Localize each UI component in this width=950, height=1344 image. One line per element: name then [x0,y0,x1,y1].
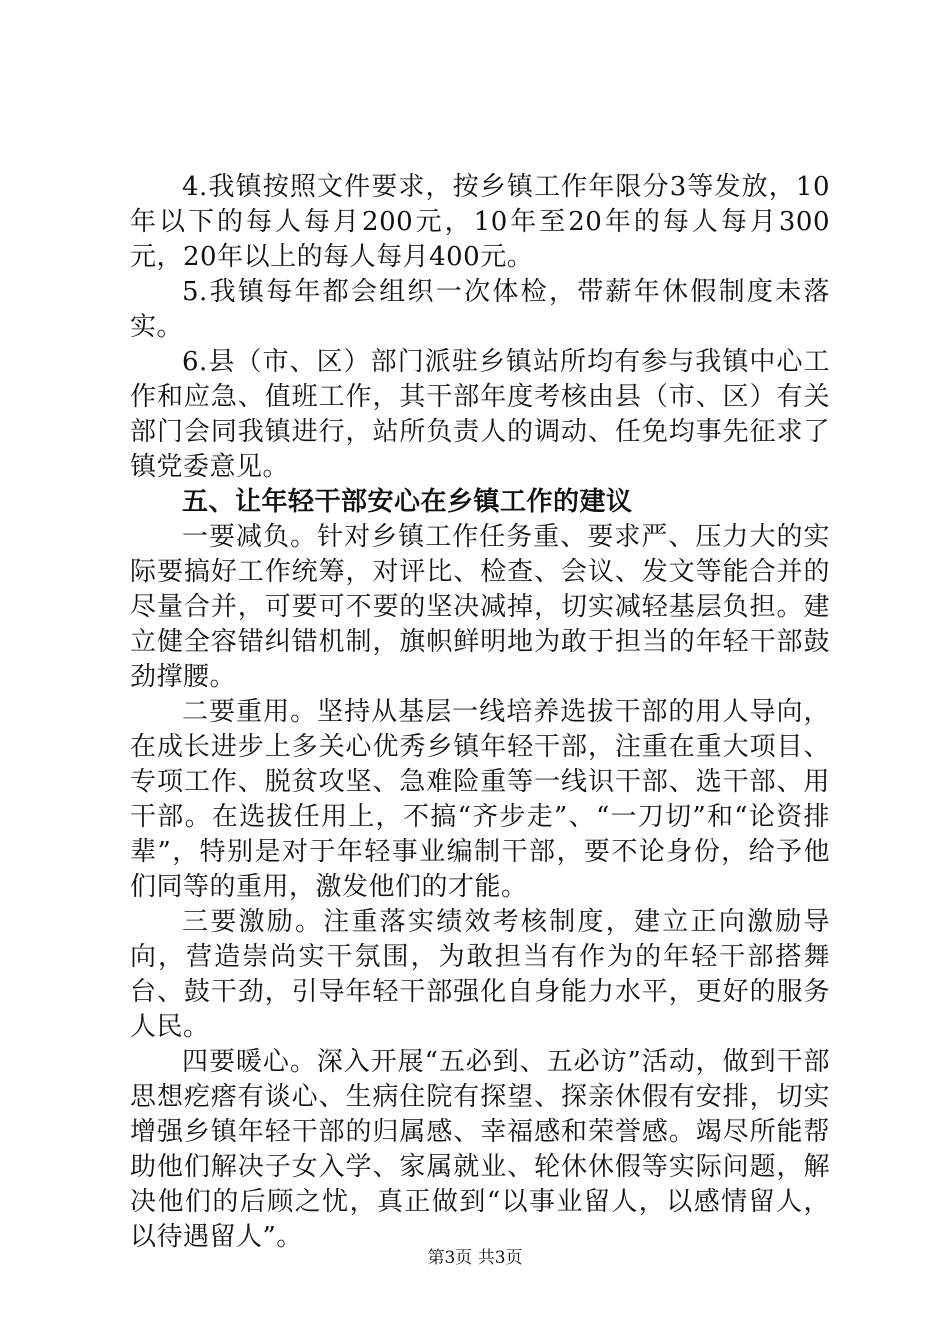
paragraph-reduce-burden: 一要减负。针对乡镇工作任务重、要求严、压力大的实际要搞好工作统筹，对评比、检查、会议、发文等能合并的尽量合并，可要可不要的坚决减掉，切实减轻基层负担。建立健全容错纠错机制，旗帜鲜明地为敢于担当的年轻干部鼓劲撑腰。 [130,522,830,692]
paragraph-health-check: 5.我镇每年都会组织一次体检，带薪年休假制度未落实。 [130,277,830,342]
paragraph-stationed-departments: 6.县（市、区）部门派驻乡镇站所均有参与我镇中心工作和应急、值班工作，其干部年度考核由县（市、区）有关部门会同我镇进行，站所负责人的调动、任免均事先征求了镇党委意见。 [130,347,830,482]
paragraph-allowance: 4.我镇按照文件要求，按乡镇工作年限分3等发放，10年以下的每人每月200元，10年至20年的每人每月300元，20年以上的每人每月400元。 [130,172,830,272]
paragraph-incentive: 三要激励。注重落实绩效考核制度，建立正向激励导向，营造崇尚实干氛围，为敢担当有作为的年轻干部搭舞台、鼓干劲，引导年轻干部强化自身能力水平，更好的服务人民。 [130,907,830,1042]
paragraph-care: 四要暖心。深入开展“五必到、五必访”活动，做到干部思想疙瘩有谈心、生病住院有探望、探亲休假有安排，切实增强乡镇年轻干部的归属感、幸福感和荣誉感。竭尽所能帮助他们解决子女入学、家属就业、轮休休假等实际问题，解决他们的后顾之忧，真正做到“以事业留人，以感情留人，以待遇留人”。 [130,1047,830,1252]
page-number-footer: 第3页 共3页 [427,1248,523,1268]
document-body [130,170,830,1255]
section-heading: 五、让年轻干部安心在乡镇工作的建议 [182,487,633,517]
paragraph-reuse: 二要重用。坚持从基层一线培养选拔干部的用人导向，在成长进步上多关心优秀乡镇年轻干部，注重在重大项目、专项工作、脱贫攻坚、急难险重等一线识干部、选干部、用干部。在选拔任用上，不搞“齐步走”、“一刀切”和“论资排辈”，特别是对于年轻事业编制干部，要不论身份，给予他们同等的重用，激发他们的才能。 [130,697,830,902]
